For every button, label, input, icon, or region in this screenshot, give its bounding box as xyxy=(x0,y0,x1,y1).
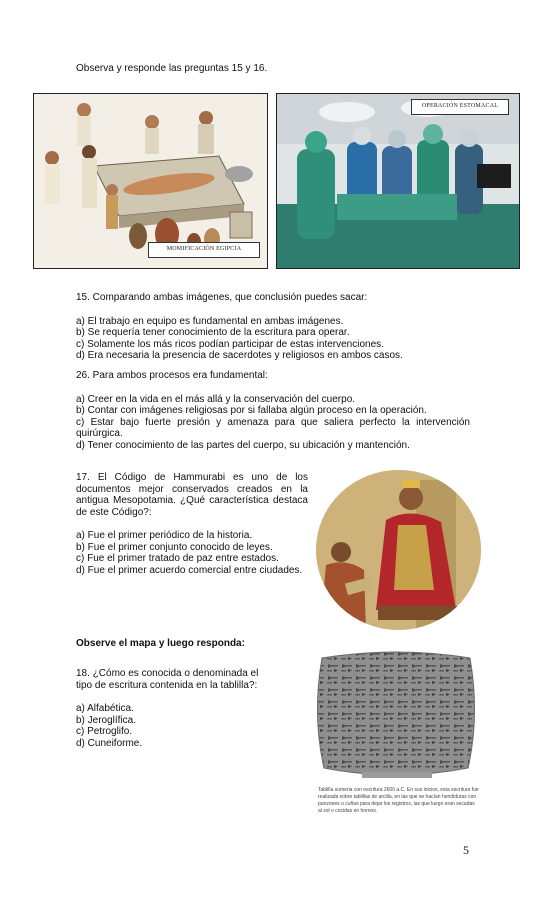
question-26-option-c: c) Estar bajo fuerte presión y amenaza para que saliera perfecto la intervención quirúrgica. xyxy=(76,416,470,439)
question-15-option-d: d) Era necesaria la presencia de sacerdotes y religiosos en ambos casos. xyxy=(76,350,403,361)
question-15-option-b: b) Se requería tener conocimiento de la escritura para operar. xyxy=(76,327,350,338)
tablet-caption: Tablilla sumeria con escritura 2600 a.C. En sus inicios, esta escritura fue realizada sobre tablillas de arcilla, en las que se hacían hendiduras con punzones o cuñas para dejar los registros, las que luego eran secadas al sol o cocidas en hornos. xyxy=(318,787,479,814)
question-18 xyxy=(76,668,272,749)
question-18-text: 18. ¿Cómo es conocida o denominada el tipo de escritura contenida en la tablilla?: xyxy=(76,668,259,691)
question-17-option-d: d) Fue el primer acuerdo comercial entre ciudades. xyxy=(76,564,303,576)
question-15-option-c: c) Solamente los más ricos podían participar de estas intervenciones. xyxy=(76,338,384,350)
question-17-option-c: c) Fue el primer tratado de paz entre estados. xyxy=(76,553,279,564)
question-17 xyxy=(76,472,308,576)
question-15-option-a: a) El trabajo en equipo es fundamental en ambas imágenes. xyxy=(76,315,344,327)
question-15 xyxy=(76,292,470,362)
question-26 xyxy=(76,370,470,451)
question-18-option-b: b) Jeroglífica. xyxy=(76,714,137,726)
hammurabi-image xyxy=(316,470,481,630)
question-17-option-b: b) Fue el primer conjunto conocido de leyes. xyxy=(76,541,273,553)
question-26-option-a: a) Creer en la vida en el más allá y la conservación del cuerpo. xyxy=(76,393,356,405)
map-section-heading: Observe el mapa y luego responda: xyxy=(76,638,245,649)
question-18-option-c: c) Petroglifo. xyxy=(76,726,133,737)
question-15-text: 15. Comparando ambas imágenes, que conclusión puedes sacar: xyxy=(76,292,368,303)
surgery-label: OPERACIÓN ESTOMACAL xyxy=(411,99,509,115)
instruction-text: Observa y responde las preguntas 15 y 16. xyxy=(76,63,268,74)
question-18-option-d: d) Cuneiforme. xyxy=(76,737,143,749)
question-17-text: 17. El Código de Hammurabi es uno de los documentos mejor conservados creados en la antigua Mesopotamia. ¿Qué característica destaca de este Código?: xyxy=(76,472,308,518)
surgery-image xyxy=(276,93,520,269)
question-17-option-a: a) Fue el primer periódico de la historia. xyxy=(76,530,253,541)
question-18-option-a: a) Alfabética. xyxy=(76,703,134,714)
question-26-option-b: b) Contar con imágenes religiosas por si fallaba algún proceso en la operación. xyxy=(76,405,427,416)
question-26-text: 26. Para ambos procesos era fundamental: xyxy=(76,370,268,381)
mummification-image xyxy=(33,93,268,269)
page-number: 5 xyxy=(463,843,469,857)
question-26-option-d: d) Tener conocimiento de las partes del cuerpo, su ubicación y mantención. xyxy=(76,439,410,451)
cuneiform-tablet-image xyxy=(312,650,480,782)
mummification-label: MOMIFICACIÓN EGIPCIA xyxy=(148,242,260,258)
